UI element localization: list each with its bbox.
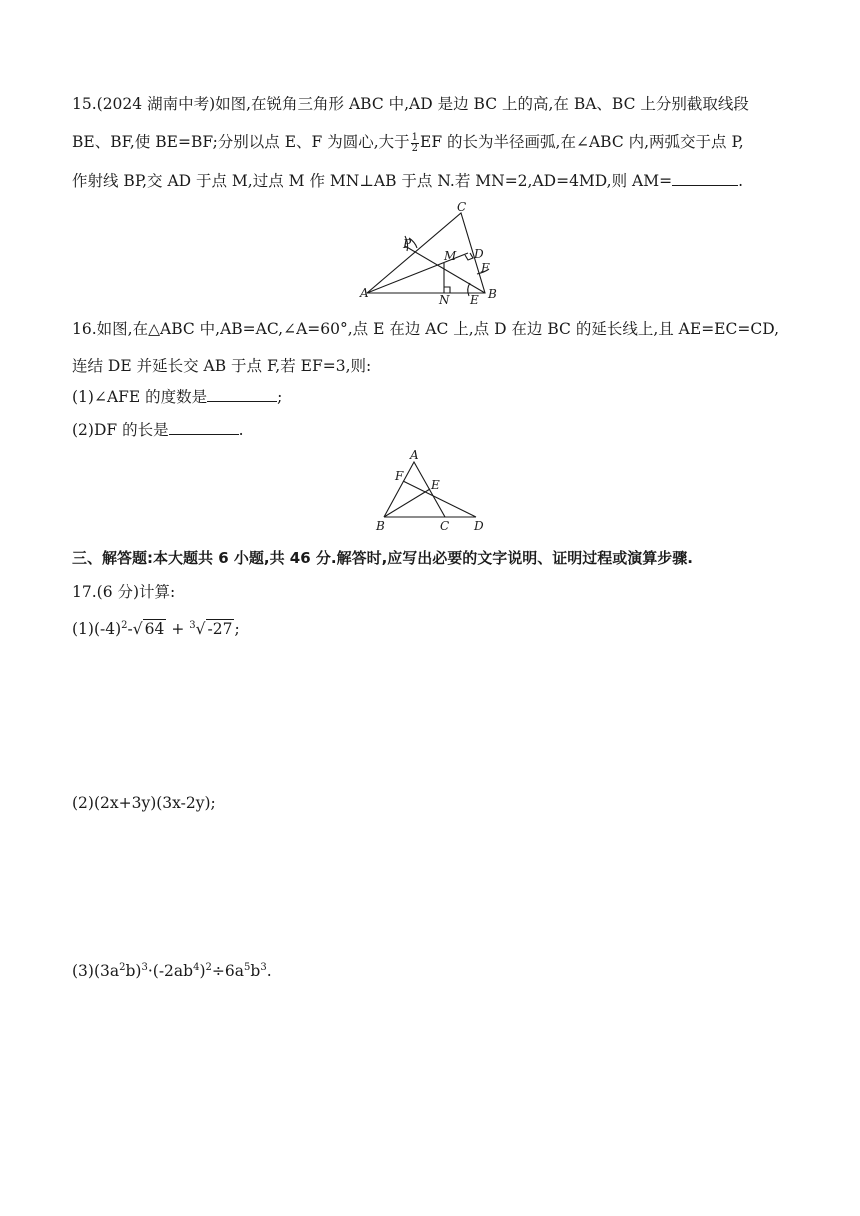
q17-part-2: (2)(2x+3y)(3x-2y); (72, 794, 216, 812)
p3-d: ) (199, 962, 206, 980)
p3-g: b (250, 962, 261, 980)
section-3-heading: 三、解答题:本大题共 6 小题,共 46 分.解答时,应写出必要的文字说明、证明过程或演算步骤. (72, 549, 693, 567)
p3-e6: 3 (260, 961, 267, 973)
p1-plus: + (166, 620, 190, 638)
p1-exp: 2 (121, 619, 128, 631)
label-m: M (444, 249, 457, 263)
label-c: C (457, 200, 467, 214)
p3-a: (3)(3a (72, 962, 120, 980)
p1-a: (1)(-4) (72, 620, 122, 638)
q15-line-3-text: 作射线 BP,交 AD 于点 M,过点 M 作 MN⊥AB 于点 N.若 MN=2,AD=4MD,则 AM= (72, 172, 673, 190)
label-d: D (474, 519, 484, 533)
label-f: F (395, 469, 404, 483)
q17-part-1 (72, 618, 792, 640)
q16-sub-1-end: ; (277, 388, 283, 406)
q16-line-2: 连结 DE 并延长交 AB 于点 F,若 EF=3,则: (72, 357, 372, 375)
p3-e4: 2 (205, 961, 212, 973)
q17-title: 17.(6 分)计算: (72, 583, 176, 601)
p1-radicand-2: -27 (207, 620, 233, 638)
p3-end: . (266, 962, 272, 980)
q16-sub-2 (72, 419, 792, 441)
label-a: A (410, 448, 419, 462)
p1-radicand: 64 (144, 620, 165, 638)
label-b: B (376, 519, 385, 533)
label-n: N (439, 293, 450, 306)
q16-answer-blank-1[interactable] (207, 387, 277, 402)
q15-line-3-end: . (738, 172, 744, 190)
q15-line-2b: EF 的长为半径画弧,在∠ABC 内,两弧交于点 P, (420, 133, 744, 151)
q16-sub-2-end: . (238, 421, 244, 439)
p1-end: ; (234, 620, 240, 638)
cbrt-icon: √ (195, 620, 206, 638)
p3-e1: 2 (119, 961, 126, 973)
label-d: D (474, 247, 484, 261)
p3-f: ÷6a (211, 962, 244, 980)
label-f: F (481, 261, 490, 275)
q16-answer-blank-2[interactable] (169, 420, 239, 435)
q15-answer-blank[interactable] (672, 171, 738, 186)
q16-sub-1-text: (1)∠AFE 的度数是 (72, 388, 208, 406)
q16-sub-2-text: (2)DF 的长是 (72, 421, 169, 439)
label-c: C (440, 519, 450, 533)
q16-figure (370, 448, 494, 538)
segment-be (384, 489, 430, 517)
p3-c: ·(-2ab (147, 962, 194, 980)
q16-sub-1 (72, 386, 792, 408)
q15-line-1: 15.(2024 湖南中考)如图,在锐角三角形 ABC 中,AD 是边 BC 上的高,在 BA、BC 上分别截取线段 (72, 95, 749, 113)
q15-line-2a: BE、BF,使 BE=BF;分别以点 E、F 为圆心,大于 (72, 133, 410, 151)
q15-figure (355, 200, 515, 306)
p3-e2: 3 (141, 961, 148, 973)
p3-e5: 5 (244, 961, 251, 973)
half-fraction (411, 133, 419, 154)
q17-part-3 (72, 960, 792, 982)
label-a: A (360, 286, 369, 300)
q15-line-2 (72, 131, 792, 154)
label-p: P (403, 237, 412, 251)
p3-e3: 4 (193, 961, 200, 973)
p3-b: b) (125, 962, 142, 980)
label-e: E (431, 478, 440, 492)
q15-line-3 (72, 170, 792, 192)
cbrt-index: 3 (189, 619, 196, 631)
fraction-denominator: 2 (411, 142, 419, 154)
q16-line-1: 16.如图,在△ABC 中,AB=AC,∠A=60°,点 E 在边 AC 上,点 D 在边 BC 的延长线上,且 AE=EC=CD, (72, 320, 779, 338)
fraction-numerator: 1 (411, 131, 419, 143)
p1-minus: - (127, 620, 133, 638)
label-e: E (470, 293, 479, 306)
sqrt-icon: √ (132, 620, 143, 638)
label-b: B (488, 287, 497, 301)
